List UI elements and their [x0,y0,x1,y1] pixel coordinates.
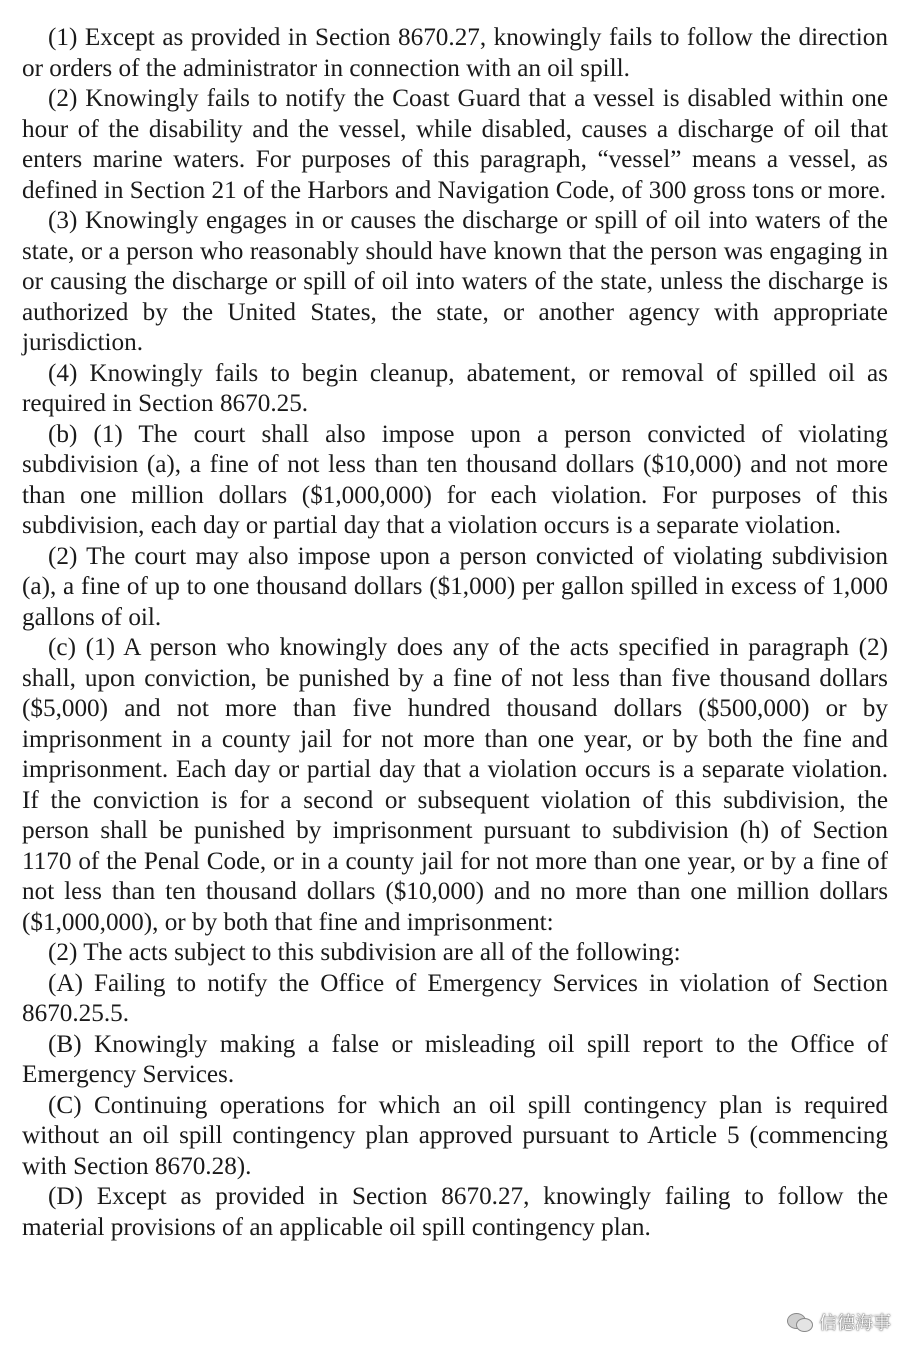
watermark-text: 信德海事 [819,1313,891,1334]
document-body [22,23,888,1243]
paragraph-1: (1) Except as provided in Section 8670.27, knowingly fails to follow the direction or orders of the administrator in connection with an oil spill. [22,24,888,82]
paragraph-3: (3) Knowingly engages in or causes the discharge or spill of oil into waters of the state, or a person who reasonably should have known that the person was engaging in or causing the discharge or spill of oil into waters of the state, unless the discharge is authorized by the United States, the state, or another agency with appropriate jurisdiction. [22,207,888,356]
paragraph-C: (C) Continuing operations for which an oil spill contingency plan is required without an oil spill contingency plan approved pursuant to Article 5 (commencing with Section 8670.28). [22,1091,888,1180]
watermark [787,1309,891,1335]
paragraph-4: (4) Knowingly fails to begin cleanup, abatement, or removal of spilled oil as required in Section 8670.25. [22,359,888,417]
wechat-icon [787,1311,813,1333]
paragraph-b2: (2) The court may also impose upon a person convicted of violating subdivision (a), a fine of up to one thousand dollars ($1,000) per gallon spilled in excess of 1,000 gallons of oil. [22,542,888,631]
paragraph-B: (B) Knowingly making a false or misleading oil spill report to the Office of Emergency Services. [22,1030,888,1088]
paragraph-D: (D) Except as provided in Section 8670.27, knowingly failing to follow the material provisions of an applicable oil spill contingency plan. [22,1183,888,1241]
paragraph-A: (A) Failing to notify the Office of Emergency Services in violation of Section 8670.25.5. [22,969,888,1027]
paragraph-2: (2) Knowingly fails to notify the Coast Guard that a vessel is disabled within one hour of the disability and the vessel, while disabled, causes a discharge of oil that enters marine waters. For purposes of this paragraph, “vessel” means a vessel, as defined in Section 21 of the Harbors and Navigation Code, of 300 gross tons or more. [22,85,888,204]
paragraph-c2: (2) The acts subject to this subdivision are all of the following: [48,939,681,966]
paragraph-b1: (b) (1) The court shall also impose upon a person convicted of violating subdivision (a), a fine of not less than ten thousand dollars ($10,000) and not more than one million dollars ($1,000,000) for each violation. For purposes of this subdivision, each day or partial day that a violation occurs is a separate violation. [22,420,888,539]
paragraph-c1: (c) (1) A person who knowingly does any of the acts specified in paragraph (2) shall, upon conviction, be punished by a fine of not less than five thousand dollars ($5,000) and not more than five hundred thousand dollars ($500,000) or by imprisonment in a county jail for not more than one year, or by both the fine and imprisonment. Each day or partial day that a violation occurs is a separate violation. If the conviction is for a second or subsequent violation of this subdivision, the person shall be punished by imprisonment pursuant to subdivision (h) of Section 1170 of the Penal Code, or in a county jail for not more than one year, or by a fine of not less than ten thousand dollars ($10,000) and no more than one million dollars ($1,000,000), or by both that fine and imprisonment: [22,634,888,936]
